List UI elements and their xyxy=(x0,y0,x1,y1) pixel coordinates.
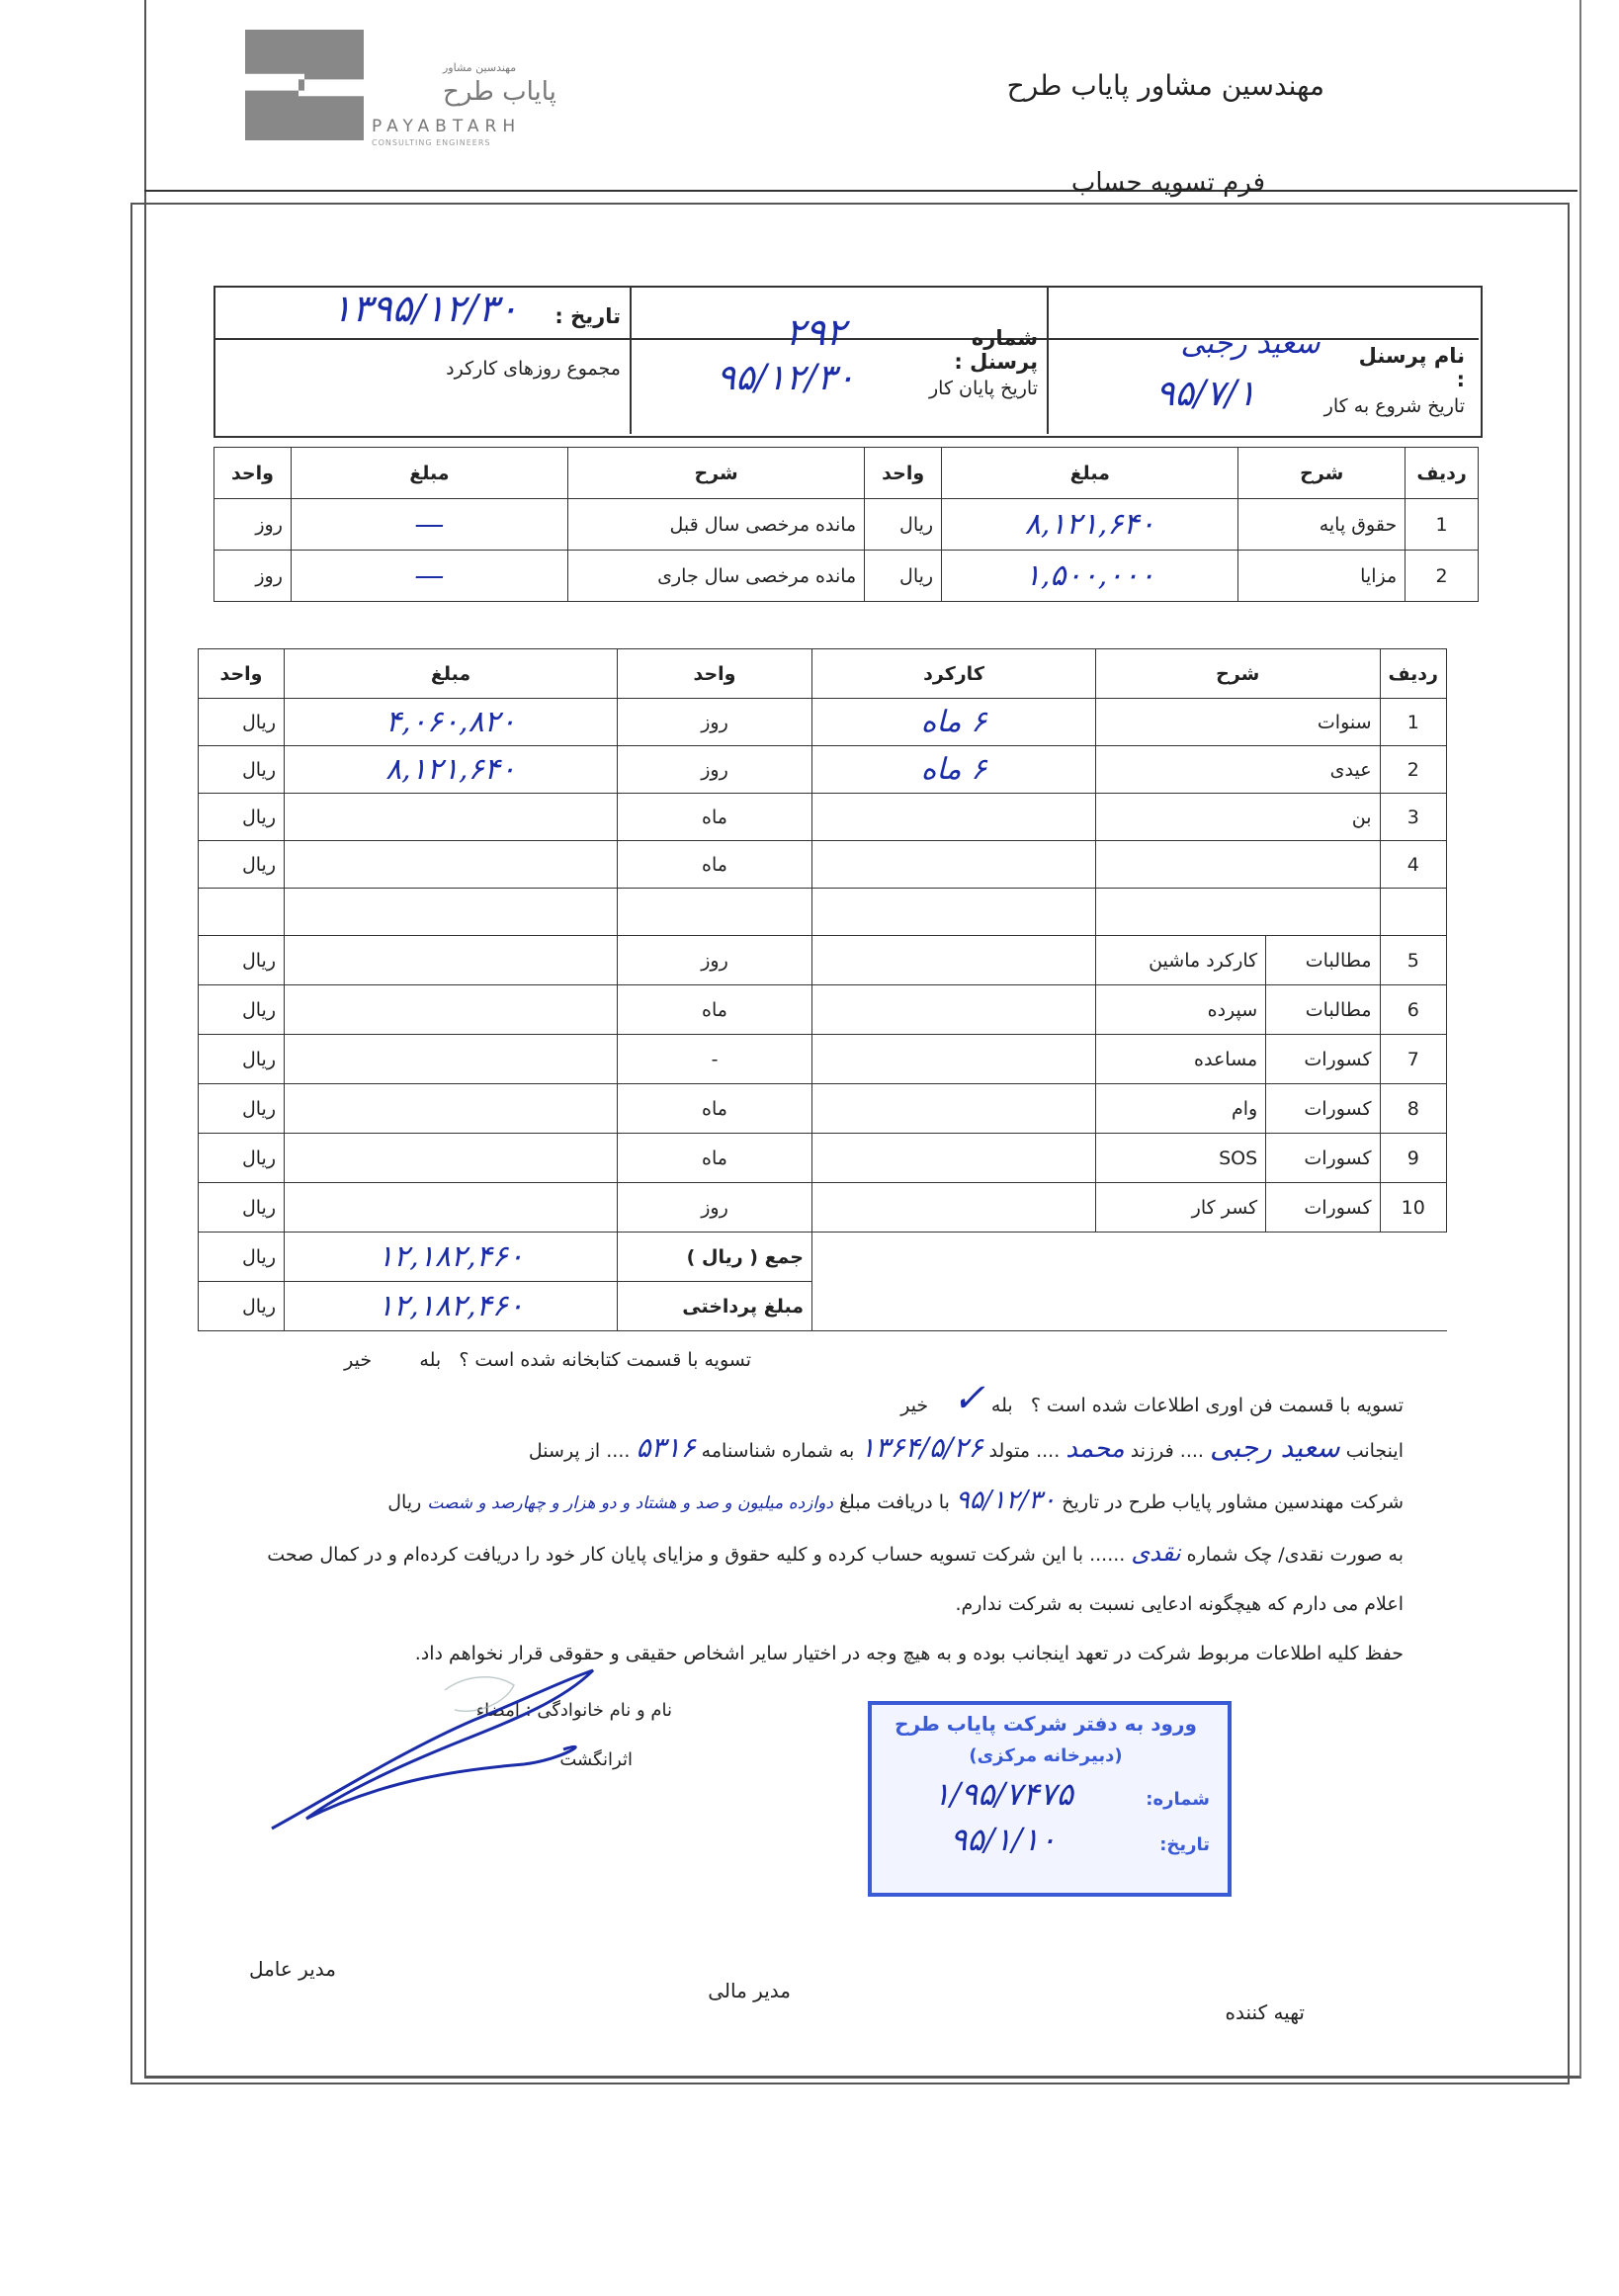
it-question xyxy=(692,1376,1404,1421)
t2-work xyxy=(812,985,1096,1035)
declaration-line-4: اعلام می دارم که هیچگونه ادعایی نسبت به شرکت ندارم. xyxy=(955,1593,1404,1615)
t2-desc: بن xyxy=(1096,794,1381,841)
t2-amount xyxy=(285,1035,618,1084)
t2-work: ۶ ماه xyxy=(812,699,1096,746)
t1-amount2: — xyxy=(291,551,567,602)
t2-unit2: ریال xyxy=(199,841,285,889)
total-days-label: مجموع روزهای کارکرد xyxy=(446,358,621,380)
t2-row: 1 xyxy=(1380,699,1446,746)
t2-work xyxy=(812,841,1096,889)
t2-unit: ماه xyxy=(618,985,812,1035)
t2-work: ۶ ماه xyxy=(812,746,1096,794)
t1-desc2: مانده مرخصی سال قبل xyxy=(567,499,864,551)
t2-cat: کسورات xyxy=(1266,1084,1380,1134)
t2-unit: روز xyxy=(618,1183,812,1233)
t2-desc: مساعده xyxy=(1096,1035,1266,1084)
t2-desc: سپرده xyxy=(1096,985,1266,1035)
t2-desc xyxy=(1096,889,1381,936)
finance-label: مدیر مالی xyxy=(708,1979,791,2002)
form-title: فرم تسویه حساب xyxy=(1070,168,1265,198)
signature-name-label: نام و نام خانوادگی : امضاء xyxy=(475,1700,672,1721)
table-row xyxy=(199,1183,1447,1233)
logo-text-fa: پایاب طرح xyxy=(443,77,556,107)
company-title: مهندسین مشاور پایاب طرح xyxy=(1006,69,1324,102)
t1-desc: حقوق پایه xyxy=(1238,499,1406,551)
t2-sum-unit: ریال xyxy=(199,1233,285,1282)
t2-paid-value: ۱۲,۱۸۲,۴۶۰ xyxy=(285,1282,618,1331)
t2-unit2: ریال xyxy=(199,746,285,794)
personnel-no-value: ۲۹۲ xyxy=(785,310,846,354)
declaration-line-3: به صورت نقدی/ چک شماره نقدی ...... با این شرکت تسویه حساب کرده و کلیه حقوق و مزایای پایان کار خود را دریافت کرده‌ام و در کمال صحت xyxy=(267,1539,1404,1567)
t2-row: 3 xyxy=(1380,794,1446,841)
it-no: خیر xyxy=(900,1395,929,1416)
preparer-label: تهیه کننده xyxy=(1225,2000,1305,2024)
t2-amount xyxy=(285,889,618,936)
t1-unit: ریال xyxy=(865,499,942,551)
t2-cat: مطالبات xyxy=(1266,985,1380,1035)
declaration-line-2 xyxy=(178,1476,1404,1528)
decl-text: اینجانب xyxy=(1345,1440,1404,1462)
t2-work xyxy=(812,1035,1096,1084)
table-row xyxy=(199,1035,1447,1084)
decl-date: ۹۵/۱۲/۳۰ xyxy=(955,1486,1057,1515)
t2-unit: روز xyxy=(618,699,812,746)
t2-h-unit2: واحد xyxy=(199,649,285,699)
t2-work xyxy=(812,1084,1096,1134)
salary-table xyxy=(213,447,1479,602)
lib-no: خیر xyxy=(344,1349,373,1371)
t2-amount xyxy=(285,1183,618,1233)
date-label: تاریخ : xyxy=(554,304,621,328)
start-date-value: ۹۵/۷/۱ xyxy=(1155,374,1256,414)
t2-paid-unit: ریال xyxy=(199,1282,285,1331)
t2-amount: ۸,۱۲۱,۶۴۰ xyxy=(285,746,618,794)
t2-h-unit: واحد xyxy=(618,649,812,699)
decl-name: سعید رجبی xyxy=(1210,1431,1340,1464)
t2-cat: مطالبات xyxy=(1266,936,1380,985)
t1-h-desc2: شرح xyxy=(567,448,864,499)
stamp-title: ورود به دفتر شرکت پایاب طرح xyxy=(895,1712,1197,1736)
decl-text: ریال xyxy=(387,1491,422,1513)
t2-unit2: ریال xyxy=(199,936,285,985)
decl-text: به صورت نقدی/ چک شماره xyxy=(1186,1544,1404,1566)
t2-unit: ماه xyxy=(618,841,812,889)
personnel-name-label: نام پرسنل : xyxy=(1358,344,1465,391)
date-value: ۱۳۹۵/۱۲/۳۰ xyxy=(331,287,519,330)
fingerprint-label: اثرانگشت xyxy=(559,1749,633,1770)
t2-unit: ماه xyxy=(618,1084,812,1134)
t2-unit2: ریال xyxy=(199,699,285,746)
table-row xyxy=(199,794,1447,841)
table-row xyxy=(214,551,1479,602)
t1-row: 1 xyxy=(1406,499,1479,551)
t2-unit2: ریال xyxy=(199,1183,285,1233)
t2-desc: عیدی xyxy=(1096,746,1381,794)
t1-amount: ۱,۵۰۰,۰۰۰ xyxy=(942,551,1238,602)
t1-desc: مزایا xyxy=(1238,551,1406,602)
decl-birth: ۱۳۶۴/۵/۲۶ xyxy=(860,1431,983,1464)
logo-text-en: PAYABTARH xyxy=(372,117,522,136)
logo-tagline: CONSULTING ENGINEERS xyxy=(372,138,491,147)
t2-work xyxy=(812,794,1096,841)
t1-row: 2 xyxy=(1406,551,1479,602)
t2-desc: SOS xyxy=(1096,1134,1266,1183)
decl-text: شرکت مهندسین مشاور پایاب طرح در تاریخ xyxy=(1062,1491,1404,1513)
t2-cat: کسورات xyxy=(1266,1035,1380,1084)
t2-desc: سنوات xyxy=(1096,699,1381,746)
table-row xyxy=(199,889,1447,936)
t2-unit: روز xyxy=(618,746,812,794)
t2-work xyxy=(812,1134,1096,1183)
t2-amount xyxy=(285,841,618,889)
t2-unit2: ریال xyxy=(199,1134,285,1183)
t2-row xyxy=(1380,889,1446,936)
t2-row: 7 xyxy=(1380,1035,1446,1084)
t1-h-unit2: واحد xyxy=(214,448,292,499)
t2-unit2: ریال xyxy=(199,1084,285,1134)
t2-paid-empty xyxy=(812,1282,1447,1331)
t2-desc: کسر کار xyxy=(1096,1183,1266,1233)
t2-desc: کارکرد ماشین xyxy=(1096,936,1266,985)
decl-id: ۵۳۱۶ xyxy=(636,1431,696,1464)
t2-sum-value: ۱۲,۱۸۲,۴۶۰ xyxy=(285,1233,618,1282)
lib-question-text: تسویه با قسمت کتابخانه شده است ؟ xyxy=(459,1349,751,1371)
t2-row: 4 xyxy=(1380,841,1446,889)
t2-desc: وام xyxy=(1096,1084,1266,1134)
t1-h-amount: مبلغ xyxy=(942,448,1238,499)
lib-yes: بله xyxy=(419,1349,442,1371)
t2-sum-empty xyxy=(812,1233,1447,1282)
declaration-line-5: حفظ کلیه اطلاعات مربوط شرکت در تعهد اینجانب بوده و به هیچ وجه در اختیار سایر اشخاص حقیقی و حقوقی قرار نخواهم داد. xyxy=(414,1643,1404,1664)
t2-paid-label: مبلغ پرداختی xyxy=(618,1282,812,1331)
t2-h-amount: مبلغ xyxy=(285,649,618,699)
t2-h-desc: شرح xyxy=(1096,649,1381,699)
t2-row: 8 xyxy=(1380,1084,1446,1134)
t2-amount xyxy=(285,936,618,985)
decl-text: به شماره شناسنامه xyxy=(701,1440,855,1462)
t1-desc2: مانده مرخصی سال جاری xyxy=(567,551,864,602)
end-date-label: تاریخ پایان کار xyxy=(928,378,1038,399)
t1-unit2: روز xyxy=(214,499,292,551)
stamp-subtitle: (دبیرخانه مرکزی) xyxy=(969,1745,1123,1766)
t2-desc xyxy=(1096,841,1381,889)
logo-mark xyxy=(245,30,364,140)
decl-text: با دریافت مبلغ xyxy=(838,1491,950,1513)
start-date-label: تاریخ شروع به کار xyxy=(1323,395,1465,417)
it-yes: بله xyxy=(990,1395,1013,1416)
table-row xyxy=(199,1084,1447,1134)
decl-father: محمد xyxy=(1065,1434,1125,1464)
t2-row: 5 xyxy=(1380,936,1446,985)
t1-unit: ریال xyxy=(865,551,942,602)
t2-cat: کسورات xyxy=(1266,1183,1380,1233)
decl-text: با این شرکت تسویه حساب کرده و کلیه حقوق و مزایای پایان کار خود را دریافت کرده‌ام و در کمال صحت xyxy=(267,1544,1084,1566)
company-logo xyxy=(245,30,601,148)
header-divider xyxy=(144,190,1577,192)
t2-unit2 xyxy=(199,889,285,936)
t2-amount xyxy=(285,1134,618,1183)
t2-unit: ماه xyxy=(618,794,812,841)
t2-amount: ۴,۰۶۰,۸۲۰ xyxy=(285,699,618,746)
t2-unit xyxy=(618,889,812,936)
decl-text: از پرسنل xyxy=(528,1440,601,1462)
it-check-mark: ✓ xyxy=(952,1376,985,1421)
library-question xyxy=(297,1349,751,1371)
stamp-date-value: ۹۵/۱/۱۰ xyxy=(950,1821,1057,1858)
t2-unit2: ریال xyxy=(199,794,285,841)
table-row xyxy=(214,499,1479,551)
t2-row: 10 xyxy=(1380,1183,1446,1233)
decl-amount-words: دوازده میلیون و صد و هشتاد و دو هزار و چهارصد و شصت xyxy=(427,1493,833,1513)
t1-h-amount2: مبلغ xyxy=(291,448,567,499)
table-row xyxy=(199,936,1447,985)
t2-row: 9 xyxy=(1380,1134,1446,1183)
t2-work xyxy=(812,1183,1096,1233)
t2-row: 2 xyxy=(1380,746,1446,794)
t2-h-work: کارکرد xyxy=(812,649,1096,699)
end-date-value: ۹۵/۱۲/۳۰ xyxy=(716,358,856,398)
table-row xyxy=(199,841,1447,889)
t2-amount xyxy=(285,985,618,1035)
table-row xyxy=(199,1134,1447,1183)
info-box-vline-1 xyxy=(1047,286,1049,434)
t2-unit: روز xyxy=(618,936,812,985)
decl-payment-type: نقدی xyxy=(1131,1539,1181,1567)
settlement-table xyxy=(198,648,1447,1331)
t2-sum-label: جمع ( ریال ) xyxy=(618,1233,812,1282)
t2-unit2: ریال xyxy=(199,1035,285,1084)
personnel-name-value: سعید رجبی xyxy=(1180,326,1321,361)
t2-work xyxy=(812,889,1096,936)
t2-unit: ماه xyxy=(618,1134,812,1183)
t1-h-unit: واحد xyxy=(865,448,942,499)
t2-unit: - xyxy=(618,1035,812,1084)
t2-unit2: ریال xyxy=(199,985,285,1035)
decl-text: فرزند xyxy=(1130,1440,1174,1462)
t1-h-row: ردیف xyxy=(1406,448,1479,499)
t1-amount2: — xyxy=(291,499,567,551)
t2-cat: کسورات xyxy=(1266,1134,1380,1183)
ceo-label: مدیر عامل xyxy=(248,1957,336,1981)
decl-text: متولد xyxy=(988,1440,1031,1462)
table-row xyxy=(199,699,1447,746)
t2-h-row: ردیف xyxy=(1380,649,1446,699)
t2-work xyxy=(812,936,1096,985)
declaration-line-1: اینجانب سعید رجبی .... فرزند محمد .... متولد ۱۳۶۴/۵/۲۶ به شماره شناسنامه ۵۳۱۶ .... از پرسنل xyxy=(528,1431,1404,1464)
t1-h-desc: شرح xyxy=(1238,448,1406,499)
stamp-no-label: شماره: xyxy=(1146,1789,1210,1810)
stamp-no-value: ۱/۹۵/۷۴۷۵ xyxy=(933,1775,1073,1813)
stamp-date-label: تاریخ: xyxy=(1159,1834,1210,1855)
t2-row: 6 xyxy=(1380,985,1446,1035)
table-row xyxy=(199,985,1447,1035)
info-box-vline-2 xyxy=(630,286,632,434)
t2-amount xyxy=(285,1084,618,1134)
t2-amount xyxy=(285,794,618,841)
it-question-text: تسویه با قسمت فن اوری اطلاعات شده است ؟ xyxy=(1030,1395,1404,1416)
handwritten-signature xyxy=(267,1660,662,1838)
logo-small-text: مهندسین مشاور xyxy=(443,61,517,74)
t1-unit2: روز xyxy=(214,551,292,602)
table-row xyxy=(199,746,1447,794)
personnel-no-label: شماره پرسنل : xyxy=(954,326,1038,374)
declaration xyxy=(178,1423,1404,1678)
t1-amount: ۸,۱۲۱,۶۴۰ xyxy=(942,499,1238,551)
